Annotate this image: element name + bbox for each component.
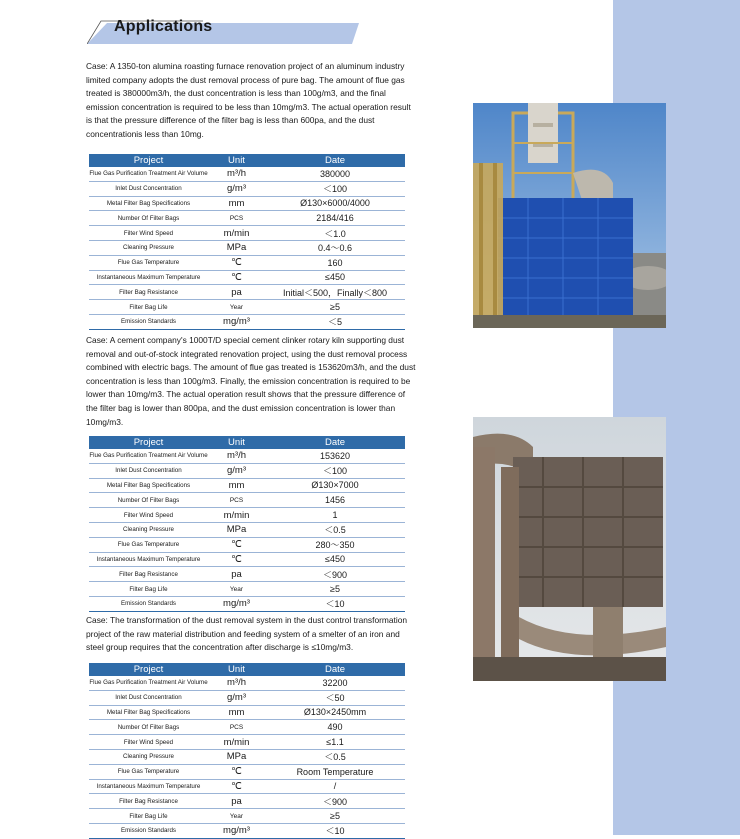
table-row [89, 522, 405, 537]
project-cell: Cleaning Pressure [89, 240, 208, 255]
unit-cell: g/m³ [208, 181, 265, 196]
unit-cell: PCS [208, 211, 265, 226]
unit-cell: m³/h [208, 167, 265, 181]
table-row [89, 463, 405, 478]
unit-cell: mm [208, 196, 265, 211]
value-cell: 153620 [265, 449, 405, 463]
project-cell: Metal Filter Bag Specifications [89, 478, 208, 493]
value-cell: / [265, 779, 405, 794]
value-cell: ＜900 [265, 567, 405, 582]
project-cell: Emission Standards [89, 823, 208, 838]
unit-cell: mg/m³ [208, 314, 265, 329]
project-cell: Inlet Dust Concentration [89, 690, 208, 705]
project-cell: Filter Bag Resistance [89, 794, 208, 809]
unit-cell: mm [208, 478, 265, 493]
project-cell: Cleaning Pressure [89, 749, 208, 764]
table-row [89, 749, 405, 764]
value-cell: ＜100 [265, 181, 405, 196]
table-row [89, 211, 405, 226]
unit-cell: PCS [208, 493, 265, 508]
project-cell: Number Of Filter Bags [89, 493, 208, 508]
unit-cell: m/min [208, 508, 265, 523]
project-cell: Emission Standards [89, 314, 208, 329]
table-row [89, 582, 405, 597]
value-cell: Room Temperature [265, 764, 405, 779]
value-cell: ＜0.5 [265, 749, 405, 764]
table-row [89, 537, 405, 552]
table-row [89, 552, 405, 567]
unit-cell: pa [208, 285, 265, 300]
value-cell: ＜0.5 [265, 522, 405, 537]
section-banner [87, 20, 359, 44]
table-row [89, 493, 405, 508]
project-cell: Filter Wind Speed [89, 735, 208, 750]
value-cell: Ø130×7000 [265, 478, 405, 493]
unit-cell: g/m³ [208, 463, 265, 478]
project-cell: Flue Gas Purification Treatment Air Volume [89, 167, 208, 181]
project-cell: Emission Standards [89, 596, 208, 611]
case-3-spec-table [89, 663, 405, 839]
unit-cell: mg/m³ [208, 596, 265, 611]
project-cell: Filter Bag Resistance [89, 567, 208, 582]
project-cell: Instantaneous Maximum Temperature [89, 552, 208, 567]
project-cell: Instantaneous Maximum Temperature [89, 270, 208, 285]
project-cell: Filter Bag Life [89, 582, 208, 597]
project-cell: Filter Bag Resistance [89, 285, 208, 300]
unit-cell: ℃ [208, 537, 265, 552]
unit-cell: Year [208, 809, 265, 824]
project-cell: Metal Filter Bag Specifications [89, 705, 208, 720]
case-1-description: Case: A 1350-ton alumina roasting furnace renovation project of an aluminum industry limited company adopts the dust removal process of pure bag. The amount of flue gas treated is 380000m3/h, the dust concentration is less than 100g/m3, and the final emission concentration is required to be less than 10mg/m3. The actual operation result is that the pressure difference of the filter bag is less than 600pa, and the dust concentrationis less than 10mg. [86, 61, 411, 139]
unit-cell: g/m³ [208, 690, 265, 705]
table-row [89, 705, 405, 720]
project-cell: Flue Gas Purification Treatment Air Volume [89, 676, 208, 690]
project-cell: Filter Wind Speed [89, 226, 208, 241]
value-cell: 32200 [265, 676, 405, 690]
value-cell: 490 [265, 720, 405, 735]
table-row [89, 794, 405, 809]
unit-cell: PCS [208, 720, 265, 735]
value-cell: 160 [265, 255, 405, 270]
table-row [89, 764, 405, 779]
column-header-project: Project [89, 154, 208, 167]
value-cell: 2184/416 [265, 211, 405, 226]
unit-cell: pa [208, 567, 265, 582]
rotary-kiln-dust-collector-photo [473, 417, 666, 681]
table-row [89, 300, 405, 315]
unit-cell: MPa [208, 749, 265, 764]
unit-cell: m³/h [208, 676, 265, 690]
column-header-date: Date [265, 663, 405, 676]
project-cell: Number Of Filter Bags [89, 720, 208, 735]
table-row [89, 676, 405, 690]
unit-cell: ℃ [208, 270, 265, 285]
project-cell: Flue Gas Temperature [89, 255, 208, 270]
project-cell: Filter Bag Life [89, 300, 208, 315]
column-header-date: Date [265, 436, 405, 449]
value-cell: ＜100 [265, 463, 405, 478]
value-cell: ≥5 [265, 809, 405, 824]
project-cell: Filter Bag Life [89, 809, 208, 824]
project-cell: Flue Gas Temperature [89, 537, 208, 552]
project-cell: Inlet Dust Concentration [89, 463, 208, 478]
page-title: Applications [114, 18, 213, 35]
value-cell: 280～350 [265, 537, 405, 552]
case-3-description: Case: The transformation of the dust removal system in the dust control transformation project of the raw material distribution and feeding system of a smelter of an iron and steel group requires that the concentration after discharge is ≤10mg/m3. [86, 615, 408, 653]
unit-cell: ℃ [208, 764, 265, 779]
table-row [89, 596, 405, 611]
table-row [89, 567, 405, 582]
column-header-unit: Unit [208, 436, 265, 449]
unit-cell: MPa [208, 522, 265, 537]
unit-cell: ℃ [208, 255, 265, 270]
unit-cell: Year [208, 300, 265, 315]
value-cell: 0.4～0.6 [265, 240, 405, 255]
table-row [89, 508, 405, 523]
table-row [89, 196, 405, 211]
value-cell: Ø130×2450mm [265, 705, 405, 720]
table-row [89, 735, 405, 750]
value-cell: ＜900 [265, 794, 405, 809]
project-cell: Cleaning Pressure [89, 522, 208, 537]
project-cell: Metal Filter Bag Specifications [89, 196, 208, 211]
column-header-unit: Unit [208, 154, 265, 167]
unit-cell: m³/h [208, 449, 265, 463]
table-row [89, 478, 405, 493]
project-cell: Flue Gas Temperature [89, 764, 208, 779]
value-cell: ≤450 [265, 270, 405, 285]
unit-cell: mm [208, 705, 265, 720]
table-row [89, 285, 405, 300]
unit-cell: mg/m³ [208, 823, 265, 838]
value-cell: Initial＜500，Finally＜800 [265, 285, 405, 300]
case-2-description: Case: A cement company's 1000T/D special cement clinker rotary kiln supporting dust removal and out-of-stock integrated renovation project, using the dust removal process combined with electric bags. The amount of flue gas treated is 153620m3/h, and the dust concentration is less than 100g/m3. Finally, the emission concentration is required to be lower than 10mg/m3. The actual operation result shows that the pressure difference of the filter bag is lower than 800pa, and the dust emission concentration is lower than 10mg/m3. [86, 335, 416, 427]
value-cell: ＜10 [265, 823, 405, 838]
table-row [89, 449, 405, 463]
unit-cell: m/min [208, 226, 265, 241]
value-cell: ≥5 [265, 582, 405, 597]
table-row [89, 823, 405, 838]
table-row [89, 167, 405, 181]
table-row [89, 226, 405, 241]
value-cell: 380000 [265, 167, 405, 181]
project-cell: Number Of Filter Bags [89, 211, 208, 226]
value-cell: ＜5 [265, 314, 405, 329]
table-row [89, 720, 405, 735]
column-header-unit: Unit [208, 663, 265, 676]
case-2-spec-table [89, 436, 405, 612]
project-cell: Filter Wind Speed [89, 508, 208, 523]
value-cell: ≥5 [265, 300, 405, 315]
dust-collector-tower-photo [473, 103, 666, 328]
project-cell: Flue Gas Purification Treatment Air Volume [89, 449, 208, 463]
table-row [89, 809, 405, 824]
table-row [89, 255, 405, 270]
case-1-spec-table [89, 154, 405, 330]
unit-cell: ℃ [208, 779, 265, 794]
project-cell: Inlet Dust Concentration [89, 181, 208, 196]
column-header-date: Date [265, 154, 405, 167]
table-row [89, 314, 405, 329]
table-row [89, 240, 405, 255]
value-cell: ＜10 [265, 596, 405, 611]
value-cell: ≤1.1 [265, 735, 405, 750]
value-cell: 1 [265, 508, 405, 523]
table-row [89, 181, 405, 196]
value-cell: ＜1.0 [265, 226, 405, 241]
column-header-project: Project [89, 436, 208, 449]
value-cell: Ø130×6000/4000 [265, 196, 405, 211]
column-header-project: Project [89, 663, 208, 676]
unit-cell: MPa [208, 240, 265, 255]
unit-cell: pa [208, 794, 265, 809]
table-row [89, 690, 405, 705]
project-cell: Instantaneous Maximum Temperature [89, 779, 208, 794]
value-cell: 1456 [265, 493, 405, 508]
table-row [89, 270, 405, 285]
table-row [89, 779, 405, 794]
value-cell: ≤450 [265, 552, 405, 567]
unit-cell: Year [208, 582, 265, 597]
unit-cell: ℃ [208, 552, 265, 567]
unit-cell: m/min [208, 735, 265, 750]
value-cell: ＜50 [265, 690, 405, 705]
